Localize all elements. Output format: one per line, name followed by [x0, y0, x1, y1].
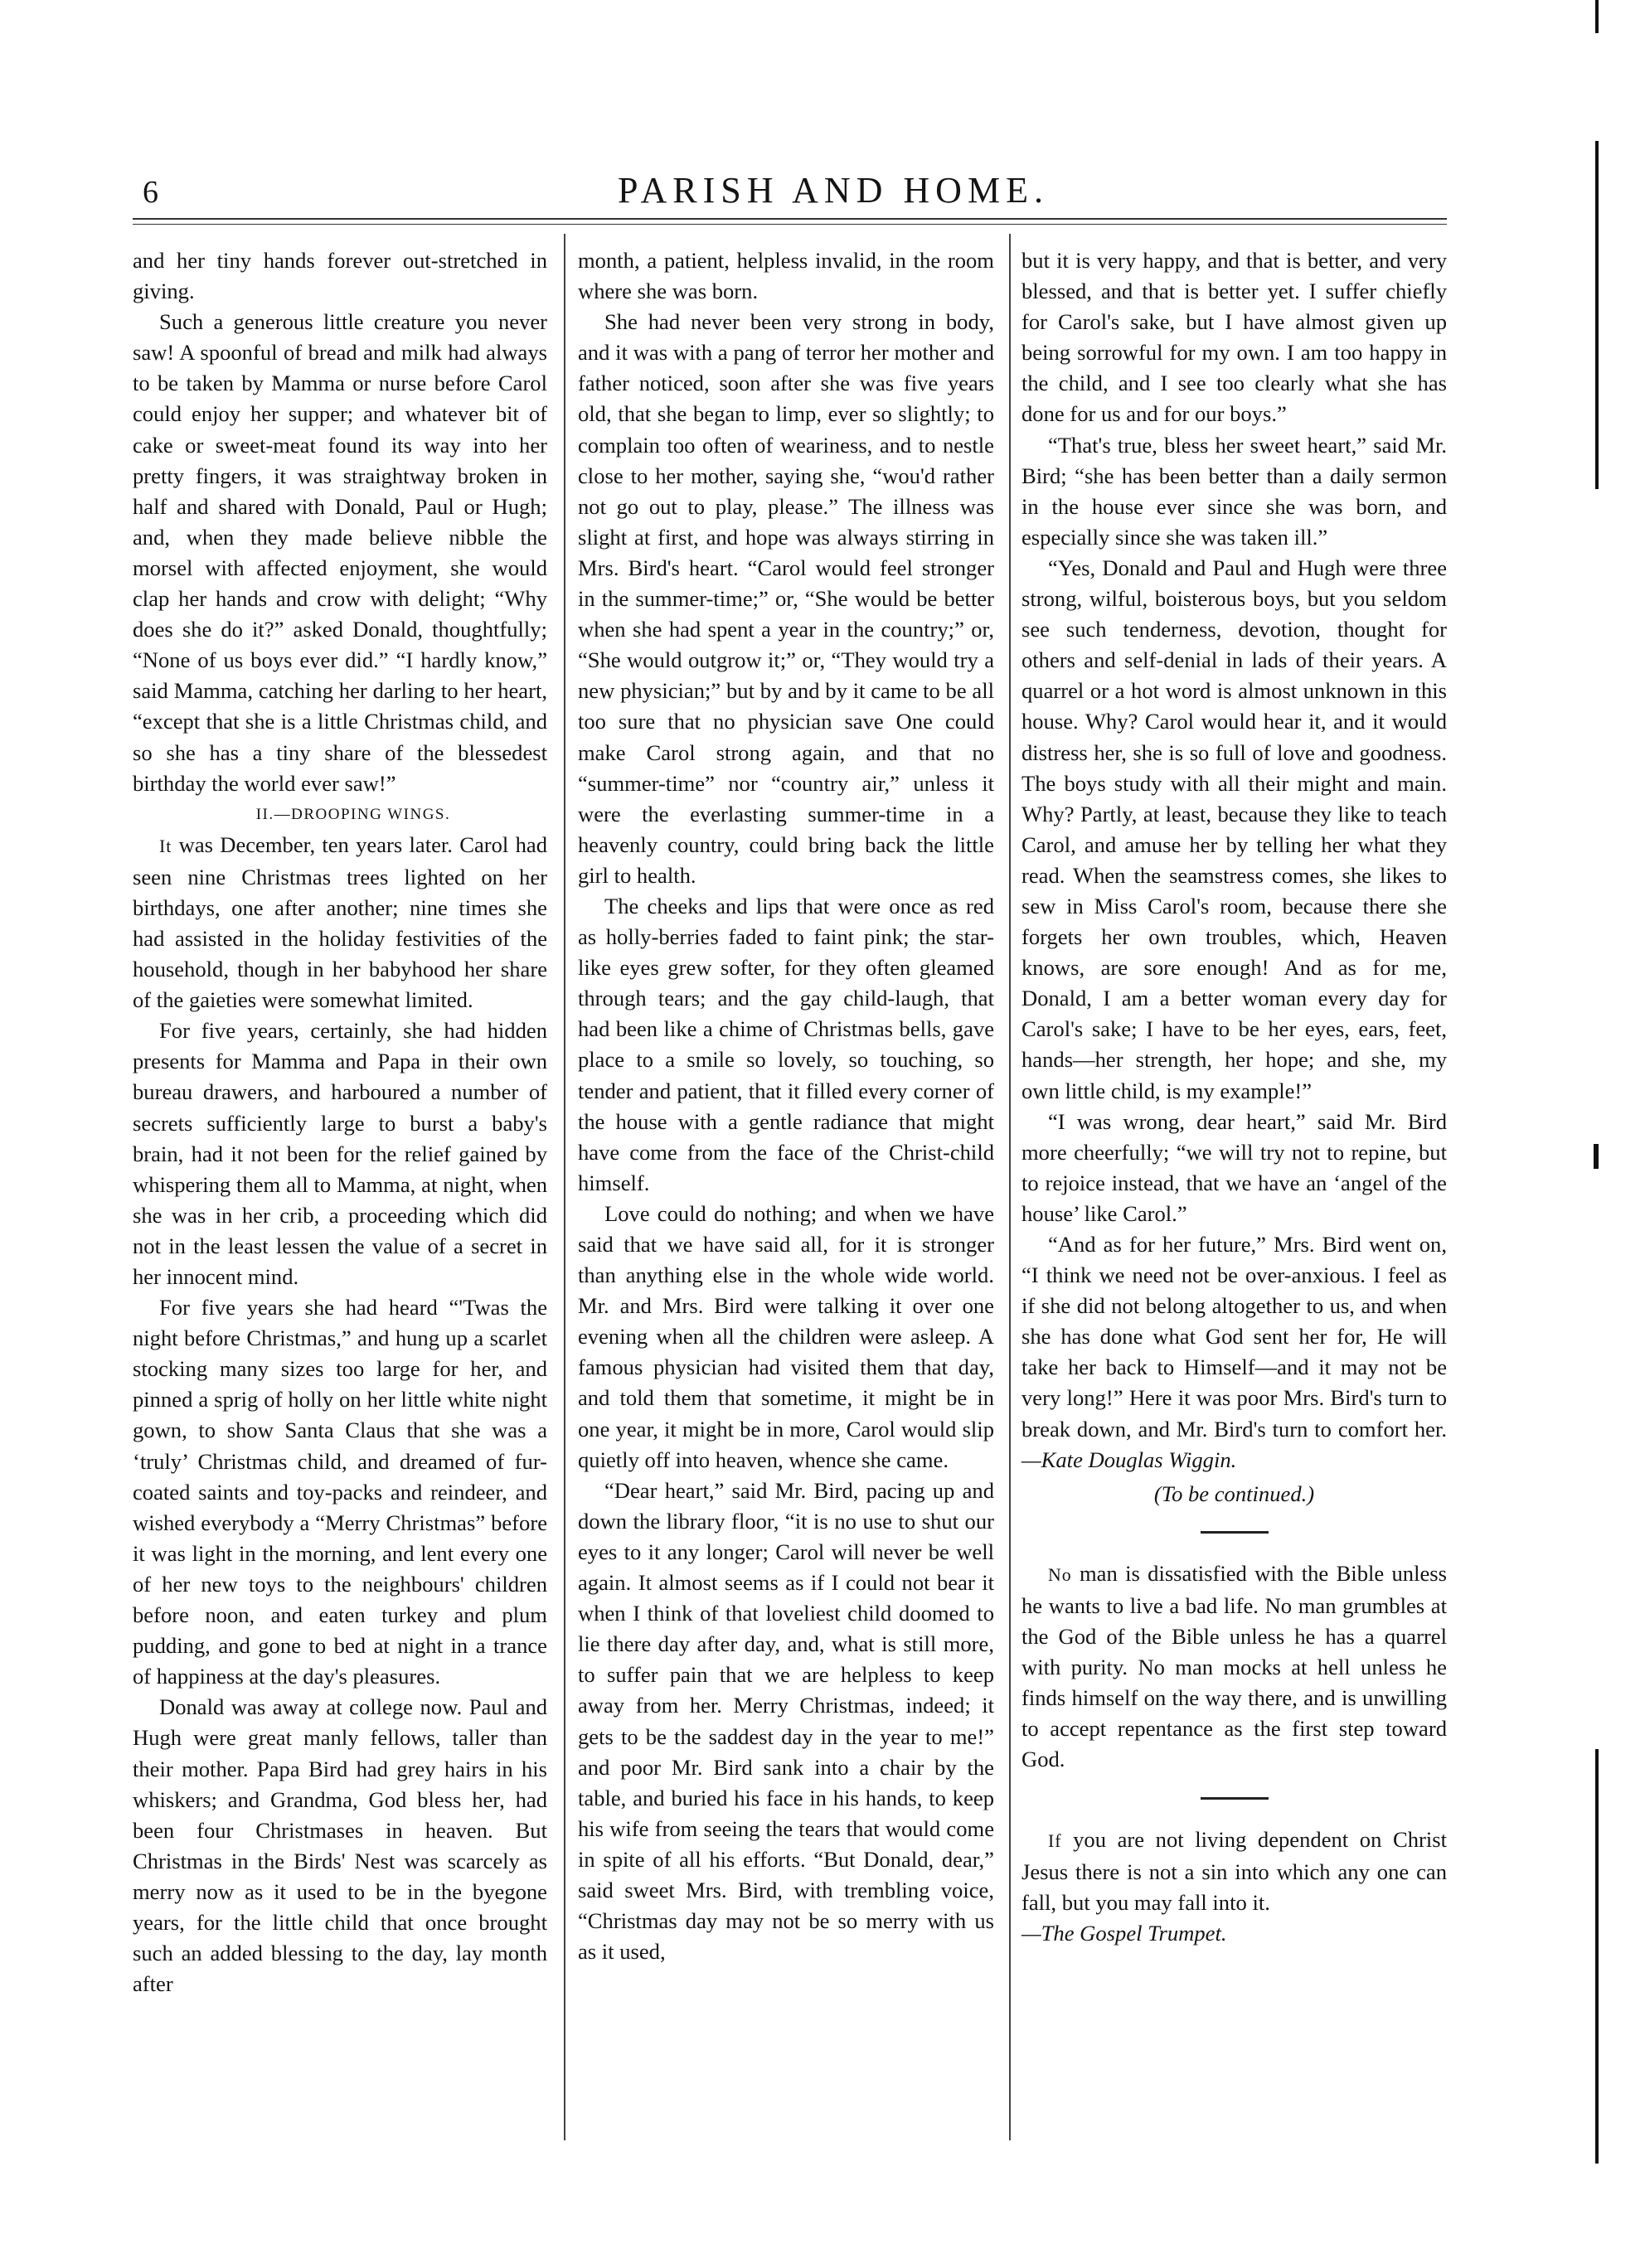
paragraph: She had never been very strong in body, and it was with a pang of terror her mother and father noticed, soon after she was five years old, that she began to limp, ever so slightly; to complain too often of weariness, and to nestle close to her mother, saying she, “wou'd rather not go out to play, please.” The illness was slight at first, and hope was always stirring in Mrs. Bird's heart. “Carol would feel stronger in the summer-time;” or, “She would be better when she had spent a year in the country;” or, “She would outgrow it;” or, “They would try a new physician;” but by and by it came to be all too sure that no physician save One could make Carol strong again, and that no “summer-time” nor “country air,” unless it were the everlasting summer-time in a heavenly country, could bring back the little girl to health.: [578, 309, 994, 888]
source-credit: —The Gospel Trumpet.: [1021, 1920, 1227, 1946]
paragraph: [133, 830, 547, 1016]
section-heading: II.—DROOPING WINGS.: [255, 805, 451, 823]
author-credit: —Kate Douglas Wiggin.: [1021, 1447, 1237, 1472]
continued-note: (To be continued.): [1153, 1480, 1315, 1506]
paragraph: “Yes, Donald and Paul and Hugh were three strong, wilful, boisterous boys, but you seldom see such tenderness, devotion, thought for others and self-denial in lads of their years. A quarrel or a hot word is almost unknown in this house. Why? Carol would hear it, and it would distress her, she is so full of love and goodness. The boys study with all their might and main. Why? Partly, at least, because they like to teach Carol, and amuse her by telling her what they read. When the seamstress comes, she likes to sew in Miss Carol's room, because there she forgets her own troubles, which, Heaven knows, are sore enough! And as for me, Donald, I am a better woman every day for Carol's sake; I have to be her eyes, ears, feet, hands—her strength, her hope; and she, my own little child, is my example!”: [1021, 555, 1447, 1103]
paragraph: Donald was away at college now. Paul and Hugh were great manly fellows, taller than their mother. Papa Bird had grey hairs in his whiskers; and Grandma, God bless her, had been four Christmases in heaven. But Christmas in the Birds' Nest was scarcely as merry now as it used to be in the byegone years, for the little child that once brought such an added blessing to the day, lay month after: [133, 1694, 547, 1997]
scan-edge-mark: [1595, 0, 1599, 33]
column-1: [133, 245, 547, 1999]
paragraph: “Dear heart,” said Mr. Bird, pacing up and down the library floor, “it is no use to shut our eyes to it any longer; Carol will never be well again. It almost seems as if I could not bear it when I think of that loveliest child doomed to lie there day after day, and, what is still more, to suffer pain that we are helpless to keep away from her. Merry Christmas, indeed; it gets to be the saddest day in the year to me!” and poor Mr. Bird sank into a chair by the table, and buried his face in his hands, to keep his wife from seeing the tears that would come in spite of all his efforts. “But Donald, dear,” said sweet Mrs. Bird, with trembling voice, “Christmas day may not be so merry with us as it used,: [578, 1477, 994, 1965]
page-number: 6: [143, 175, 158, 210]
drop-lead: It: [159, 836, 172, 856]
separator-rule: [1201, 1797, 1269, 1800]
paragraph: Such a generous little creature you never saw! A spoonful of bread and milk had always to be taken by Mamma or nurse before Carol could enjoy her supper; and whatever bit of cake or sweet-meat found its way into her pretty fingers, it was straightway broken in half and shared with Donald, Paul or Hugh; and, when they made believe nibble the morsel with affected enjoyment, she would clap her hands and crow with delight; “Why does she do it?” asked Donald, thoughtfully; “None of us boys ever did.” “I hardly know,” said Mamma, catching her darling to her heart, “except that she is a little Christmas child, and so she has a tiny share of the blessedest birthday the world ever saw!”: [133, 309, 547, 796]
paragraph: The cheeks and lips that were once as red as holly-berries faded to faint pink; the star-like eyes grew softer, for they often gleamed through tears; and the gay child-laugh, that had been like a chime of Christmas bells, gave place to a smile so lovely, so touching, so tender and patient, that it filled every corner of the house with a gentle radiance that might have come from the face of the Christ-child himself.: [578, 893, 994, 1195]
paragraph: For five years she had heard “'Twas the night before Christmas,” and hung up a scarlet stocking many sizes too large for her, and pinned a sprig of holly on her little white night gown, to show Santa Claus that she was a ‘truly’ Christmas child, and dreamed of fur-coated saints and toy-packs and reindeer, and wished everybody a “Merry Christmas” before it was light in the morning, and lent every one of her new toys to the neighbours' children before noon, and eaten turkey and plum pudding, and gone to bed at night in a trance of happiness at the day's pleasures.: [133, 1295, 547, 1689]
column-3: [1021, 245, 1447, 1949]
scan-edge-mark: [1595, 141, 1599, 489]
paragraph: “I was wrong, dear heart,” said Mr. Bird more cheerfully; “we will try not to repine, but to rejoice instead, that we have an ‘angel of the house’ like Carol.”: [1021, 1108, 1447, 1226]
separator-rule: [1201, 1531, 1269, 1534]
scan-edge-mark: [1594, 1144, 1599, 1169]
filler-paragraph: [1021, 1825, 1447, 1949]
drop-lead: No: [1048, 1564, 1072, 1585]
header-rule: [133, 218, 1447, 220]
column-divider: [564, 234, 565, 2140]
filler-paragraph: [1021, 1558, 1447, 1776]
paragraph-text: man is dissatisfied with the Bible unless he wants to live a bad life. No man grumbles at the God of the Bible unless he has a quarrel with purity. No man mocks at hell unless he finds himself on the way there, and is unwilling to accept repentance as the first step toward God.: [1021, 1560, 1447, 1772]
header-rule-thin: [133, 224, 1447, 225]
scan-edge-mark: [1595, 1749, 1599, 2164]
paragraph-text: was December, ten years later. Carol had seen nine Christmas trees lighted on her birthdays, one after another; nine times she had assisted in the holiday festivities of the household, though in her babyhood her share of the gaieties were somewhat limited.: [133, 831, 547, 1013]
paragraph-text: you are not living dependent on Christ Jesus there is not a sin into which any one can fall, but you may fall into it.: [1021, 1826, 1447, 1915]
paragraph: [1021, 1229, 1447, 1476]
paragraph: but it is very happy, and that is better, and very blessed, and that is better yet. I suffer chiefly for Carol's sake, but I have almost given up being sorrowful for my own. I am too happy in the child, and I see too clearly what she has done for us and for our boys.”: [1021, 248, 1447, 427]
paragraph: For five years, certainly, she had hidden presents for Mamma and Papa in their own bureau drawers, and harboured a number of secrets sufficiently large to burst a baby's brain, had it not been for the relief gained by whispering them all to Mamma, at night, when she was in her crib, a proceeding which did not in the least lessen the value of a secret in her innocent mind.: [133, 1018, 547, 1289]
paragraph: month, a patient, helpless invalid, in the room where she was born.: [578, 248, 994, 304]
paragraph: “That's true, bless her sweet heart,” said Mr. Bird; “she has been better than a daily sermon in the house ever since she was born, and especially since she was taken ill.”: [1021, 432, 1447, 550]
paragraph: Love could do nothing; and when we have said that we have said all, for it is stronger than anything else in the whole wide world. Mr. and Mrs. Bird were talking it over one evening when all the children were asleep. A famous physician had visited them that day, and told them that sometime, it might be in one year, it might be in more, Carol would slip quietly off into heaven, whence she came.: [578, 1200, 994, 1472]
paragraph: and her tiny hands forever out-stretched in giving.: [133, 248, 547, 304]
drop-lead: If: [1048, 1830, 1062, 1851]
paragraph-text: “And as for her future,” Mrs. Bird went on, “I think we need not be over-anxious. I feel as if she did not belong altogether to us, and when she has done what God sent her for, He will take her back to Himself—and it may not be very long!” Here it was poor Mrs. Bird's turn to break down, and Mr. Bird's turn to comfort her.: [1021, 1232, 1447, 1442]
column-2: [578, 245, 994, 1967]
running-title: PARISH AND HOME.: [618, 170, 1049, 211]
column-divider: [1009, 234, 1011, 2140]
